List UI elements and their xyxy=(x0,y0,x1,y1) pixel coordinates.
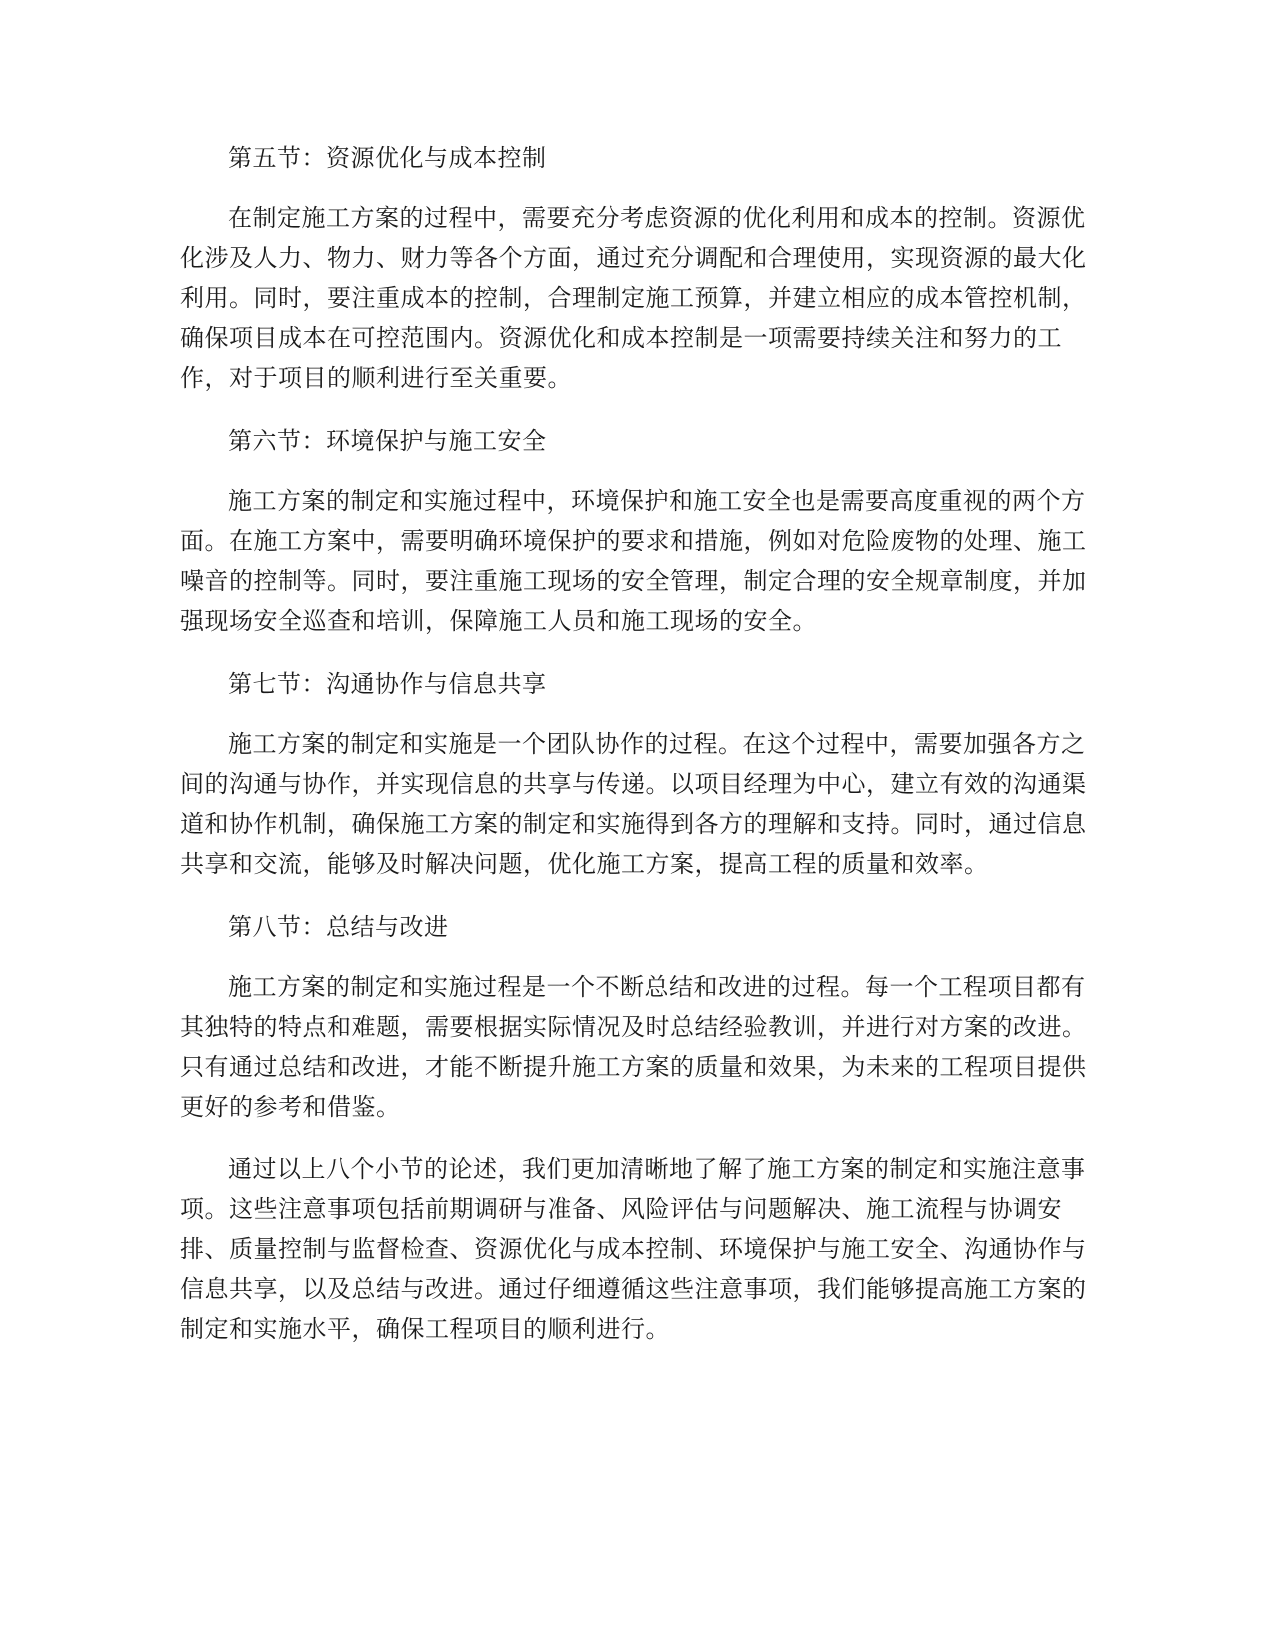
section-7-body: 施工方案的制定和实施是一个团队协作的过程。在这个过程中，需要加强各方之间的沟通与协作，并实现信息的共享与传递。以项目经理为中心，建立有效的沟通渠道和协作机制，确保施工方案的制定和实施得到各方的理解和支持。同时，通过信息共享和交流，能够及时解决问题，优化施工方案，提高工程的质量和效率。 xyxy=(180,730,1087,878)
section-8-heading: 第八节：总结与改进 xyxy=(228,913,449,941)
section-5-heading: 第五节：资源优化与成本控制 xyxy=(228,144,547,172)
section-5-body: 在制定施工方案的过程中，需要充分考虑资源的优化利用和成本的控制。资源优化涉及人力、物力、财力等各个方面，通过充分调配和合理使用，实现资源的最大化利用。同时，要注重成本的控制，合理制定施工预算，并建立相应的成本管控机制，确保项目成本在可控范围内。资源优化和成本控制是一项需要持续关注和努力的工作，对于项目的顺利进行至关重要。 xyxy=(180,204,1087,392)
section-6-heading: 第六节：环境保护与施工安全 xyxy=(228,427,547,455)
section-8-body: 施工方案的制定和实施过程是一个不断总结和改进的过程。每一个工程项目都有其独特的特点和难题，需要根据实际情况及时总结经验教训，并进行对方案的改进。只有通过总结和改进，才能不断提升施工方案的质量和效果，为未来的工程项目提供更好的参考和借鉴。 xyxy=(180,973,1087,1121)
section-6-body: 施工方案的制定和实施过程中，环境保护和施工安全也是需要高度重视的两个方面。在施工方案中，需要明确环境保护的要求和措施，例如对危险废物的处理、施工噪音的控制等。同时，要注重施工现场的安全管理，制定合理的安全规章制度，并加强现场安全巡查和培训，保障施工人员和施工现场的安全。 xyxy=(180,487,1087,635)
conclusion-paragraph: 通过以上八个小节的论述，我们更加清晰地了解了施工方案的制定和实施注意事项。这些注意事项包括前期调研与准备、风险评估与问题解决、施工流程与协调安排、质量控制与监督检查、资源优化与成本控制、环境保护与施工安全、沟通协作与信息共享，以及总结与改进。通过仔细遵循这些注意事项，我们能够提高施工方案的制定和实施水平，确保工程项目的顺利进行。 xyxy=(180,1155,1087,1343)
section-7-heading: 第七节：沟通协作与信息共享 xyxy=(228,670,547,698)
